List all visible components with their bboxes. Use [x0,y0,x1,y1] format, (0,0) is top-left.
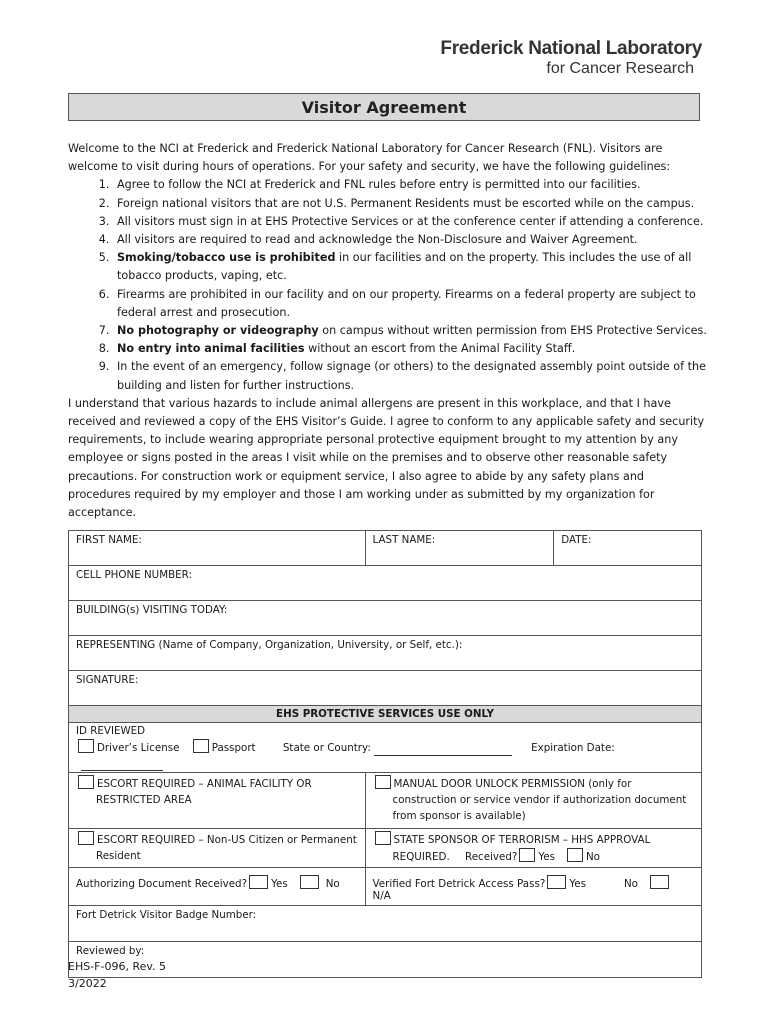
guideline-item [113,231,708,249]
guideline-text: All visitors are required to read and acknowledge the Non-Disclosure and Waiver Agreement. [117,233,638,247]
guideline-emphasis: No photography or videography [117,324,319,338]
auth-doc-cell [69,868,366,906]
guideline-text: on campus without written permission from EHS Protective Services. [318,324,707,338]
state-sponsor-label: STATE SPONSOR OF TERRORISM – HHS APPROVAL REQUIRED. [392,834,651,863]
escort-animal-checkbox[interactable] [78,775,94,789]
verified-pass-na-label: N/A [372,890,391,902]
verified-pass-label: Verified Fort Detrick Access Pass? [372,878,546,890]
guideline-item [113,213,708,231]
guideline-item [113,358,708,394]
guideline-item [113,195,708,213]
date-label: DATE: [561,534,592,546]
guideline-text: in our facilities and on the property. This includes the use of all tobacco products, vaping, etc. [117,251,692,283]
form-id: EHS-F-096, Rev. 5 [68,960,167,973]
guideline-item [113,249,708,285]
visitor-info-form [68,530,702,978]
auth-doc-label: Authorizing Document Received? [76,878,248,890]
cell-phone-label: CELL PHONE NUMBER: [76,569,192,581]
received-label: Received? [465,851,518,863]
verified-pass-cell [365,868,701,906]
state-sponsor-yes-label: Yes [538,851,555,863]
state-sponsor-no-label: No [585,851,600,863]
form-date: 3/2022 [68,977,107,990]
signature-label: SIGNATURE: [76,674,139,686]
guideline-emphasis: Smoking/tobacco use is prohibited [117,251,336,265]
guideline-text: Firearms are prohibited in our facility and on our property. Firearms on a federal property are subject to federal arrest and prosecution. [117,287,696,319]
state-country-input[interactable] [374,755,512,756]
guideline-item [113,340,708,358]
state-sponsor-yes-checkbox[interactable] [519,848,535,862]
guideline-text: Foreign national visitors that are not U.S. Permanent Residents must be escorted while on the campus. [117,196,695,210]
escort-animal-cell [69,773,366,829]
last-name-field[interactable] [365,531,554,566]
badge-number-label: Fort Detrick Visitor Badge Number: [76,909,257,921]
state-sponsor-cell [365,829,701,868]
first-name-label: FIRST NAME: [76,534,142,546]
id-reviewed-row [69,723,702,773]
guideline-emphasis: No entry into animal facilities [117,342,305,356]
state-sponsor-checkbox[interactable] [375,831,391,845]
guideline-item [113,176,708,194]
intro-section [68,140,708,522]
badge-number-field[interactable] [69,906,702,942]
signature-field[interactable] [69,671,702,706]
guideline-text: without an escort from the Animal Facility Staff. [304,342,576,356]
state-country-label: State or Country: [282,742,371,754]
guidelines-list [68,176,708,394]
escort-non-us-cell [69,829,366,868]
verified-pass-yes-label: Yes [569,878,586,890]
auth-doc-yes-label: Yes [271,878,288,890]
cell-phone-field[interactable] [69,566,702,601]
auth-doc-no-checkbox[interactable] [300,875,319,889]
passport-label: Passport [211,742,256,754]
fnl-logo [440,38,702,78]
buildings-field[interactable] [69,601,702,636]
expiration-date-input[interactable] [81,770,163,771]
guideline-text: Agree to follow the NCI at Frederick and FNL rules before entry is permitted into our facilities. [117,178,641,192]
expiration-date-label: Expiration Date: [531,742,615,754]
date-field[interactable] [554,531,702,566]
passport-checkbox[interactable] [193,739,209,753]
drivers-license-checkbox[interactable] [78,739,94,753]
guideline-text: In the event of an emergency, follow signage (or others) to the designated assembly point outside of the building and listen for further instructions. [117,360,707,392]
manual-door-checkbox[interactable] [375,775,391,789]
logo-line-1: Frederick National Laboratory [440,38,702,59]
verified-pass-yes-checkbox[interactable] [547,875,566,889]
reviewed-by-label: Reviewed by: [76,945,145,957]
acknowledgement-text: I understand that various hazards to include animal allergens are present in this workplace, and that I have received and reviewed a copy of the EHS Visitor’s Guide. I agree to conform to any applicable safety and security requirements, to include wearing appropriate personal protective equipment brought to my attention by any employee or signs posted in the areas I visit while on the premises and to observe other reasonable safety precautions. For construction work or equipment service, I also agree to abide by any safety plans and procedures required by my employer and those I am working under as submitted by my organization for acceptance. [68,396,705,520]
drivers-license-label: Driver’s License [97,742,180,754]
escort-non-us-label: ESCORT REQUIRED – Non-US Citizen or Permanent Resident [96,834,357,862]
auth-doc-yes-checkbox[interactable] [249,875,268,889]
last-name-label: LAST NAME: [372,534,436,546]
guideline-item [113,286,708,322]
first-name-field[interactable] [69,531,366,566]
logo-line-2: for Cancer Research [546,60,694,77]
representing-field[interactable] [69,636,702,671]
welcome-text: Welcome to the NCI at Frederick and Frederick National Laboratory for Cancer Research (FNL). Visitors are welcome to visit during hours of operations. For your safety and security, we have the following guidelines: [68,142,671,174]
verified-pass-no-checkbox[interactable] [650,875,669,889]
state-sponsor-no-checkbox[interactable] [567,848,583,862]
buildings-label: BUILDING(s) VISITING TODAY: [76,604,228,616]
id-reviewed-label: ID REVIEWED [76,725,146,737]
guideline-item [113,322,708,340]
verified-pass-no-label: No [623,878,638,890]
manual-door-label: MANUAL DOOR UNLOCK PERMISSION (only for construction or service vendor if authorization document from sponsor is available) [392,778,687,822]
escort-non-us-checkbox[interactable] [78,831,94,845]
guideline-text: All visitors must sign in at EHS Protective Services or at the conference center if attending a conference. [117,214,704,228]
ehs-heading: EHS PROTECTIVE SERVICES USE ONLY [69,706,702,723]
representing-label: REPRESENTING (Name of Company, Organization, University, or Self, etc.): [76,639,463,651]
page-title: Visitor Agreement [68,93,700,121]
auth-doc-no-label: No [325,878,340,890]
manual-door-cell [365,773,701,829]
escort-animal-label: ESCORT REQUIRED – ANIMAL FACILITY OR RESTRICTED AREA [96,778,312,806]
footer [68,958,166,992]
